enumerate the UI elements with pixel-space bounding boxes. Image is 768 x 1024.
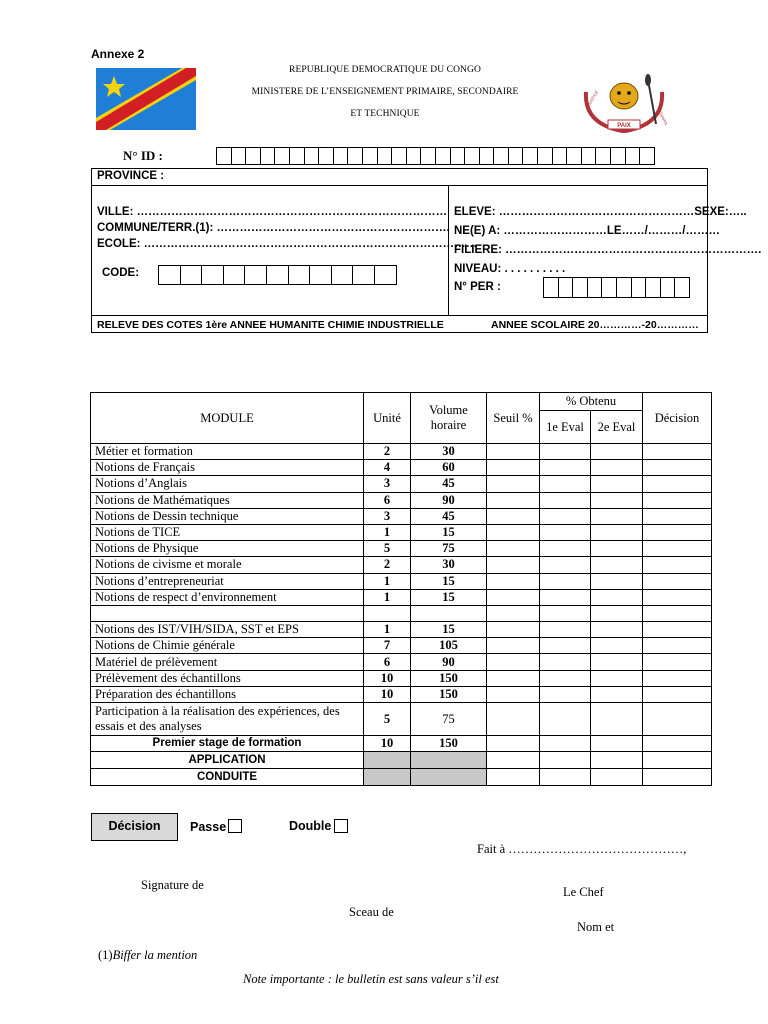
grade-input-cell[interactable] — [591, 638, 643, 654]
col-eval1: 1e Eval — [540, 411, 591, 444]
grade-input-cell[interactable] — [591, 654, 643, 670]
grade-input-cell[interactable] — [540, 736, 591, 752]
table-row — [91, 508, 712, 524]
fait-a-field[interactable]: Fait à ……………………………………, — [477, 842, 687, 856]
cell-module: Matériel de prélèvement — [91, 654, 364, 670]
cell-unite: 1 — [364, 573, 411, 589]
col-eval2: 2e Eval — [591, 411, 643, 444]
cell-module: Notions de respect d’environnement — [91, 589, 364, 605]
table-row — [91, 605, 712, 621]
cell-unite: 6 — [364, 654, 411, 670]
grade-input-cell[interactable] — [591, 541, 643, 557]
niveau-field[interactable]: NIVEAU: . . . . . . . . . . — [454, 263, 566, 275]
grade-input-cell[interactable] — [487, 524, 540, 540]
emblem-motto: PAIX — [617, 123, 631, 129]
col-decision: Décision — [643, 393, 712, 444]
passe-checkbox[interactable] — [228, 819, 242, 833]
table-row — [91, 670, 712, 686]
double-checkbox[interactable] — [334, 819, 348, 833]
grade-input-cell[interactable] — [411, 769, 487, 786]
biffer-text: Biffer la mention — [112, 948, 198, 962]
grade-input-cell[interactable] — [591, 492, 643, 508]
grade-input-cell[interactable] — [487, 736, 540, 752]
grade-input-cell[interactable] — [591, 589, 643, 605]
grade-input-cell[interactable] — [643, 703, 712, 736]
grade-input-cell[interactable] — [643, 524, 712, 540]
cell-unite: 4 — [364, 460, 411, 476]
grade-input-cell[interactable] — [643, 686, 712, 702]
table-row — [91, 492, 712, 508]
header-ministere: MINISTERE DE L’ENSEIGNEMENT PRIMAIRE, SECONDAIRE — [251, 87, 519, 97]
grade-input-cell[interactable] — [487, 638, 540, 654]
cell-volume — [411, 605, 487, 621]
grade-input-cell[interactable] — [487, 476, 540, 492]
biffer-note — [98, 948, 197, 963]
emblem-right-text: TRAVAIL — [657, 110, 670, 127]
grade-input-cell[interactable] — [487, 541, 540, 557]
grade-input-cell[interactable] — [643, 557, 712, 573]
grade-input-cell[interactable] — [643, 654, 712, 670]
cell-module — [91, 605, 364, 621]
grade-input-cell[interactable] — [540, 622, 591, 638]
decision-label: Décision — [91, 813, 178, 841]
grade-input-cell[interactable] — [591, 703, 643, 736]
grade-input-cell[interactable] — [591, 670, 643, 686]
cell-module: Notions d’entrepreneuriat — [91, 573, 364, 589]
col-seuil: Seuil % — [487, 393, 540, 444]
passe-label: Passe — [190, 820, 227, 834]
grade-input-cell[interactable] — [643, 444, 712, 460]
grade-input-cell[interactable] — [591, 622, 643, 638]
grade-input-cell[interactable] — [487, 492, 540, 508]
grade-input-cell[interactable] — [643, 638, 712, 654]
cell-volume: 75 — [411, 541, 487, 557]
grade-input-cell[interactable] — [540, 492, 591, 508]
grade-input-cell[interactable] — [540, 638, 591, 654]
grade-input-cell[interactable] — [487, 605, 540, 621]
grade-input-cell[interactable] — [540, 524, 591, 540]
table-row — [91, 524, 712, 540]
grade-input-cell[interactable] — [591, 460, 643, 476]
eleve-field[interactable]: ELEVE: ……………………………………………SEXE:….. — [454, 206, 747, 218]
table-row — [91, 557, 712, 573]
grade-input-cell[interactable] — [591, 444, 643, 460]
cell-volume: 30 — [411, 444, 487, 460]
grade-input-cell[interactable] — [540, 605, 591, 621]
grade-input-cell[interactable] — [643, 508, 712, 524]
cell-module: Notions de Chimie générale — [91, 638, 364, 654]
grade-input-cell[interactable] — [487, 703, 540, 736]
grade-input-cell[interactable] — [540, 573, 591, 589]
grade-input-cell[interactable] — [540, 460, 591, 476]
cell-volume: 30 — [411, 557, 487, 573]
grade-input-cell[interactable] — [487, 557, 540, 573]
grades-body — [91, 444, 712, 786]
grade-input-cell[interactable] — [540, 752, 591, 769]
id-boxes[interactable] — [217, 147, 655, 165]
table-row — [91, 703, 712, 736]
cell-module: Notions d’Anglais — [91, 476, 364, 492]
drc-flag-icon — [96, 68, 196, 130]
grade-input-cell[interactable] — [540, 654, 591, 670]
table-row — [91, 736, 712, 752]
table-row-application — [91, 752, 712, 769]
annee-scolaire-field[interactable]: ANNEE SCOLAIRE 20…………-20………… — [491, 319, 699, 331]
grade-input-cell[interactable] — [643, 769, 712, 786]
cell-module: Prélèvement des échantillons — [91, 670, 364, 686]
cell-module: Notions des IST/VIH/SIDA, SST et EPS — [91, 622, 364, 638]
grade-input-cell[interactable] — [411, 752, 487, 769]
ville-field[interactable]: VILLE: ……………………………………………………………………… — [97, 206, 448, 218]
table-row — [91, 444, 712, 460]
table-row — [91, 541, 712, 557]
code-label: CODE: — [102, 267, 140, 279]
table-row-conduite — [91, 769, 712, 786]
ecole-field[interactable]: ECOLE: …………………………………………………………………………… — [97, 238, 478, 250]
header-republique: REPUBLIQUE DEMOCRATIQUE DU CONGO — [289, 65, 481, 75]
grade-input-cell[interactable] — [643, 573, 712, 589]
cell-module: Participation à la réalisation des expériences, des essais et des analyses — [91, 703, 364, 736]
grade-input-cell[interactable] — [643, 460, 712, 476]
cell-module: Notions de Dessin technique — [91, 508, 364, 524]
grade-input-cell[interactable] — [364, 769, 411, 786]
grade-input-cell[interactable] — [540, 589, 591, 605]
cell-volume: 45 — [411, 508, 487, 524]
filiere-field[interactable]: FILIERE: …………………………………………………………. — [454, 244, 762, 256]
annexe-label: Annexe 2 — [91, 47, 145, 61]
grade-input-cell[interactable] — [364, 752, 411, 769]
grade-input-cell[interactable] — [540, 769, 591, 786]
grade-input-cell[interactable] — [591, 769, 643, 786]
col-volume: Volume horaire — [411, 393, 487, 444]
cell-unite: 2 — [364, 444, 411, 460]
province-field[interactable]: PROVINCE : — [92, 169, 707, 186]
nper-boxes[interactable] — [544, 277, 690, 298]
grade-input-cell[interactable] — [643, 736, 712, 752]
cell-unite: 1 — [364, 589, 411, 605]
application-label: APPLICATION — [91, 752, 364, 769]
emblem-left-text: JUSTICE — [586, 89, 600, 107]
grade-input-cell[interactable] — [487, 589, 540, 605]
cell-unite: 10 — [364, 670, 411, 686]
cell-module: Notions de civisme et morale — [91, 557, 364, 573]
table-row — [91, 654, 712, 670]
cell-unite: 10 — [364, 736, 411, 752]
student-info-box — [91, 168, 762, 333]
grade-input-cell[interactable] — [591, 752, 643, 769]
grade-input-cell[interactable] — [643, 670, 712, 686]
col-obtenu: % Obtenu — [540, 393, 643, 411]
grade-input-cell[interactable] — [643, 476, 712, 492]
grade-input-cell[interactable] — [487, 752, 540, 769]
grade-input-cell[interactable] — [591, 736, 643, 752]
col-module: MODULE — [91, 393, 364, 444]
table-row — [91, 686, 712, 702]
cell-unite: 3 — [364, 476, 411, 492]
conduite-label: CONDUITE — [91, 769, 364, 786]
cell-module: Métier et formation — [91, 444, 364, 460]
cell-volume: 150 — [411, 686, 487, 702]
grade-input-cell[interactable] — [540, 670, 591, 686]
grade-input-cell[interactable] — [540, 703, 591, 736]
nper-label: N° PER : — [454, 281, 501, 293]
grade-input-cell[interactable] — [643, 622, 712, 638]
cell-module: Notions de Mathématiques — [91, 492, 364, 508]
code-boxes[interactable] — [159, 265, 397, 285]
grade-input-cell[interactable] — [540, 557, 591, 573]
cell-unite: 1 — [364, 524, 411, 540]
cell-volume: 75 — [411, 703, 487, 736]
cell-unite: 5 — [364, 541, 411, 557]
chef-label: Le Chef — [563, 885, 604, 899]
grade-input-cell[interactable] — [591, 686, 643, 702]
cell-unite: 6 — [364, 492, 411, 508]
grade-input-cell[interactable] — [487, 508, 540, 524]
sceau-label: Sceau de — [349, 905, 394, 919]
grade-input-cell[interactable] — [591, 573, 643, 589]
cell-unite: 7 — [364, 638, 411, 654]
commune-field[interactable]: COMMUNE/TERR.(1): ……………………………………………………. — [97, 222, 450, 234]
table-row — [91, 476, 712, 492]
biffer-num: (1) — [98, 948, 113, 962]
grade-input-cell[interactable] — [591, 524, 643, 540]
cell-module: Notions de TICE — [91, 524, 364, 540]
table-row — [91, 638, 712, 654]
grade-input-cell[interactable] — [643, 752, 712, 769]
cell-volume: 150 — [411, 670, 487, 686]
cell-volume: 45 — [411, 476, 487, 492]
grade-input-cell[interactable] — [540, 686, 591, 702]
header-technique: ET TECHNIQUE — [350, 109, 420, 119]
cell-module: Notions de Français — [91, 460, 364, 476]
signature-label: Signature de — [141, 878, 204, 892]
table-row — [91, 460, 712, 476]
grade-input-cell[interactable] — [487, 670, 540, 686]
grade-input-cell[interactable] — [487, 686, 540, 702]
grade-input-cell[interactable] — [487, 769, 540, 786]
grade-input-cell[interactable] — [487, 573, 540, 589]
double-label: Double — [289, 819, 332, 833]
table-row — [91, 622, 712, 638]
cell-unite — [364, 605, 411, 621]
grade-input-cell[interactable] — [591, 557, 643, 573]
cell-volume: 90 — [411, 492, 487, 508]
grade-input-cell[interactable] — [540, 476, 591, 492]
grade-input-cell[interactable] — [643, 589, 712, 605]
important-note: Note importante : le bulletin est sans valeur s’il est — [243, 972, 499, 986]
grade-input-cell[interactable] — [540, 444, 591, 460]
nee-field[interactable]: NE(E) A: ………………………LE……/………/……… — [454, 225, 720, 237]
col-unite: Unité — [364, 393, 411, 444]
grade-input-cell[interactable] — [591, 605, 643, 621]
cell-module: Notions de Physique — [91, 541, 364, 557]
grade-input-cell[interactable] — [591, 476, 643, 492]
cell-volume: 105 — [411, 638, 487, 654]
table-row — [91, 573, 712, 589]
grade-input-cell[interactable] — [487, 654, 540, 670]
cell-volume: 15 — [411, 524, 487, 540]
cell-unite: 1 — [364, 622, 411, 638]
cell-volume: 60 — [411, 460, 487, 476]
cell-volume: 15 — [411, 589, 487, 605]
releve-title: RELEVE DES COTES 1ère ANNEE HUMANITE CHIMIE INDUSTRIELLE — [97, 319, 444, 331]
cell-unite: 5 — [364, 703, 411, 736]
cell-volume: 15 — [411, 622, 487, 638]
cell-module: Premier stage de formation — [91, 736, 364, 752]
grade-input-cell[interactable] — [540, 508, 591, 524]
grade-input-cell[interactable] — [643, 492, 712, 508]
cell-volume: 15 — [411, 573, 487, 589]
grade-input-cell[interactable] — [487, 444, 540, 460]
grade-input-cell[interactable] — [643, 541, 712, 557]
cell-module: Préparation des échantillons — [91, 686, 364, 702]
coat-of-arms-icon — [578, 72, 670, 138]
grade-input-cell[interactable] — [643, 605, 712, 621]
cell-volume: 90 — [411, 654, 487, 670]
grade-input-cell[interactable] — [487, 460, 540, 476]
cell-unite: 2 — [364, 557, 411, 573]
id-label: N° ID : — [123, 148, 163, 163]
nom-label: Nom et — [577, 920, 615, 934]
cell-unite: 10 — [364, 686, 411, 702]
grades-table — [90, 392, 712, 786]
cell-unite: 3 — [364, 508, 411, 524]
grade-input-cell[interactable] — [487, 622, 540, 638]
table-row — [91, 589, 712, 605]
cell-volume: 150 — [411, 736, 487, 752]
grade-input-cell[interactable] — [591, 508, 643, 524]
grade-input-cell[interactable] — [540, 541, 591, 557]
